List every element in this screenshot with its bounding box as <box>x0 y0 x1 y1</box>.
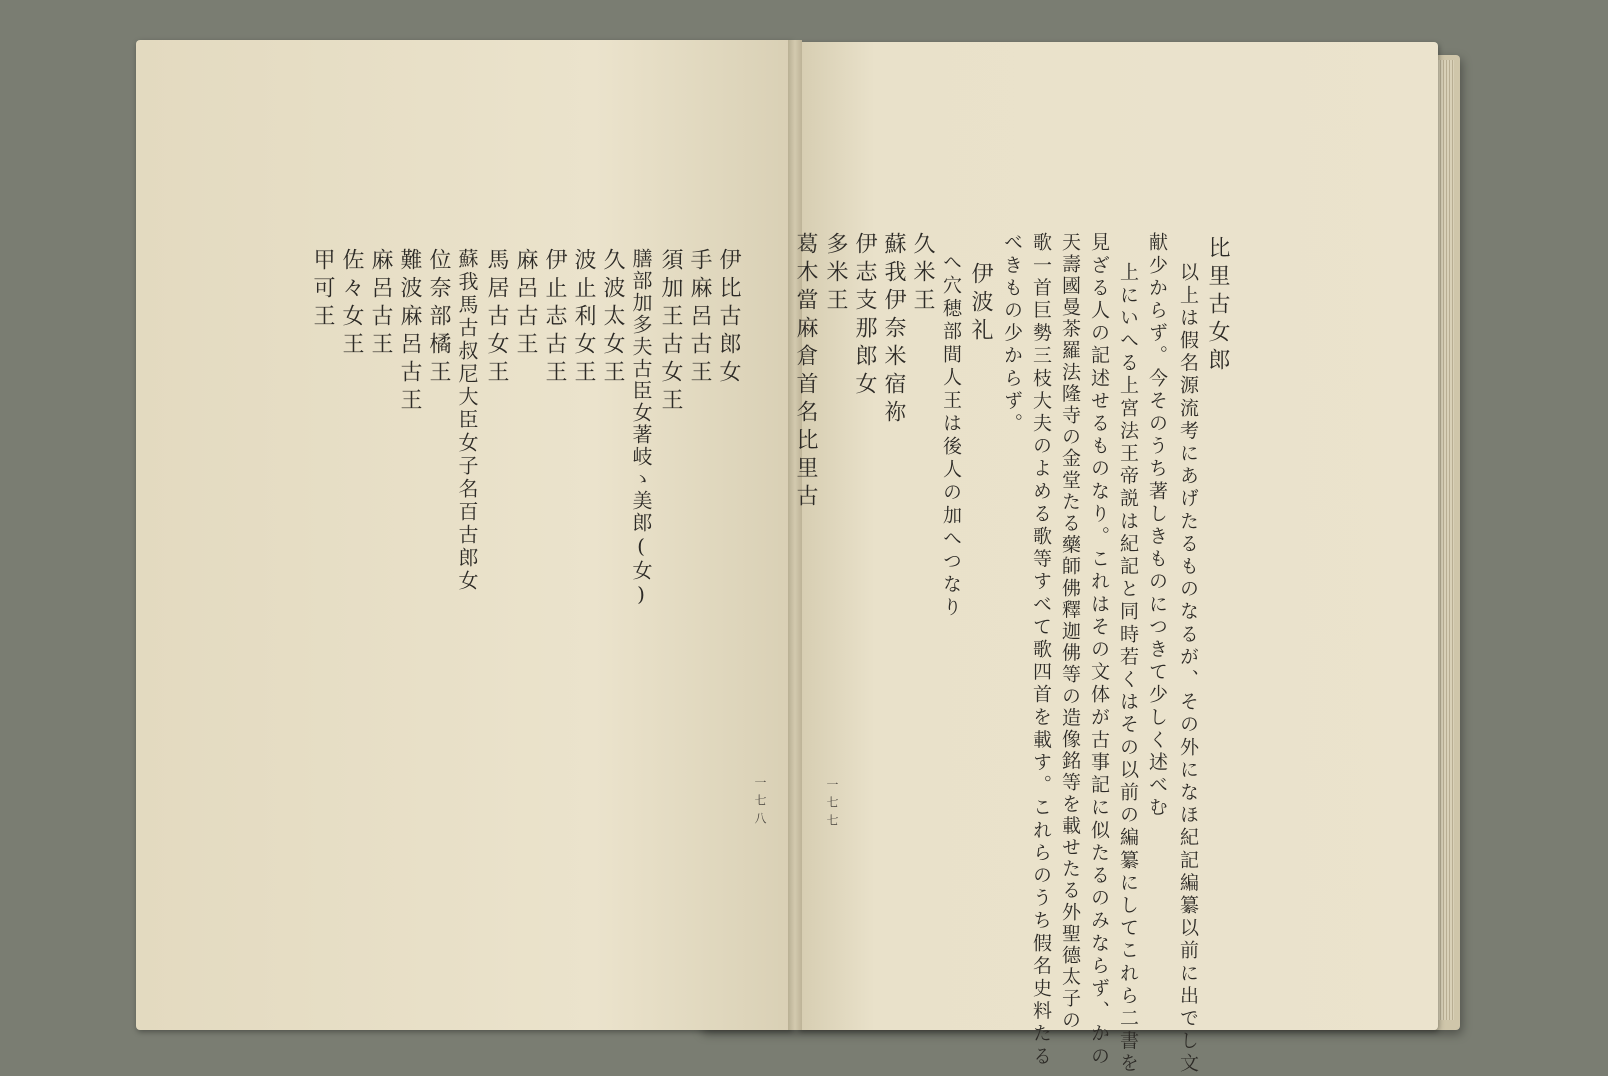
paragraph-line: べきもの少からず。 <box>1001 232 1023 436</box>
list-item: 伊止志古王 <box>542 248 567 388</box>
paragraph-line: 上にいへる上宮法王帝説は紀記と同時若くはその以前の編纂にしてこれら二書を <box>1117 262 1139 1076</box>
folio-right: 一七七 <box>825 778 839 832</box>
list-item: 蘇我馬古叔尼大臣女子名百古郎女 <box>455 248 479 593</box>
list-item: 久米王 <box>910 232 935 316</box>
paragraph-line: 献少からず。今そのうち著しきものにつきて少しく述べむ <box>1146 232 1168 820</box>
list-item: 位奈部橘王 <box>426 248 451 388</box>
list-item: 葛木當麻倉首名比里古 <box>793 232 818 512</box>
book-gutter <box>788 40 802 1030</box>
list-item: 麻呂古王 <box>368 248 393 360</box>
paragraph-line: 歌一首巨勢三枝大夫のよめる歌等すべて歌四首を載す。これらのうち假名史料たる <box>1030 232 1052 1069</box>
list-item: 多米王 <box>823 232 848 316</box>
paragraph-line: 見ざる人の記述せるものなり。これはその文体が古事記に似たるのみならず、かの <box>1088 232 1110 1069</box>
paragraph-line: 以上は假名源流考にあげたるものなるが、その外になほ紀記編纂以前に出でし文 <box>1177 262 1199 1076</box>
list-item: へ穴穂部間人王は後人の加へつなり <box>940 252 962 620</box>
paragraph-line: 天壽國曼茶羅法隆寺の金堂たる藥師佛釋迦佛等の造像銘等を載せたる外聖德太子の <box>1059 232 1081 1032</box>
list-item: 佐々女王 <box>339 248 364 360</box>
list-item: 麻呂古王 <box>513 248 538 360</box>
list-item: 甲可王 <box>310 248 335 332</box>
list-item: 伊波礼 <box>968 262 993 346</box>
list-item: 難波麻呂古王 <box>397 248 422 416</box>
list-item: 波止利女王 <box>571 248 596 388</box>
list-item: 久波太女王 <box>600 248 625 388</box>
list-item: 蘇我伊奈米宿祢 <box>881 232 906 428</box>
list-item: 手麻呂古王 <box>687 248 712 388</box>
list-item: 伊比古郎女 <box>716 248 741 388</box>
folio-left: 一七八 <box>753 776 767 830</box>
list-item: 馬居古女王 <box>484 248 509 388</box>
list-item: 伊志支那郎女 <box>852 232 877 400</box>
list-item: 膳部加多夫古臣女著岐ゝ美郎(女) <box>629 248 653 608</box>
list-item: 須加王古女王 <box>658 248 683 416</box>
right-heading: 比里古女郎 <box>1205 236 1230 376</box>
